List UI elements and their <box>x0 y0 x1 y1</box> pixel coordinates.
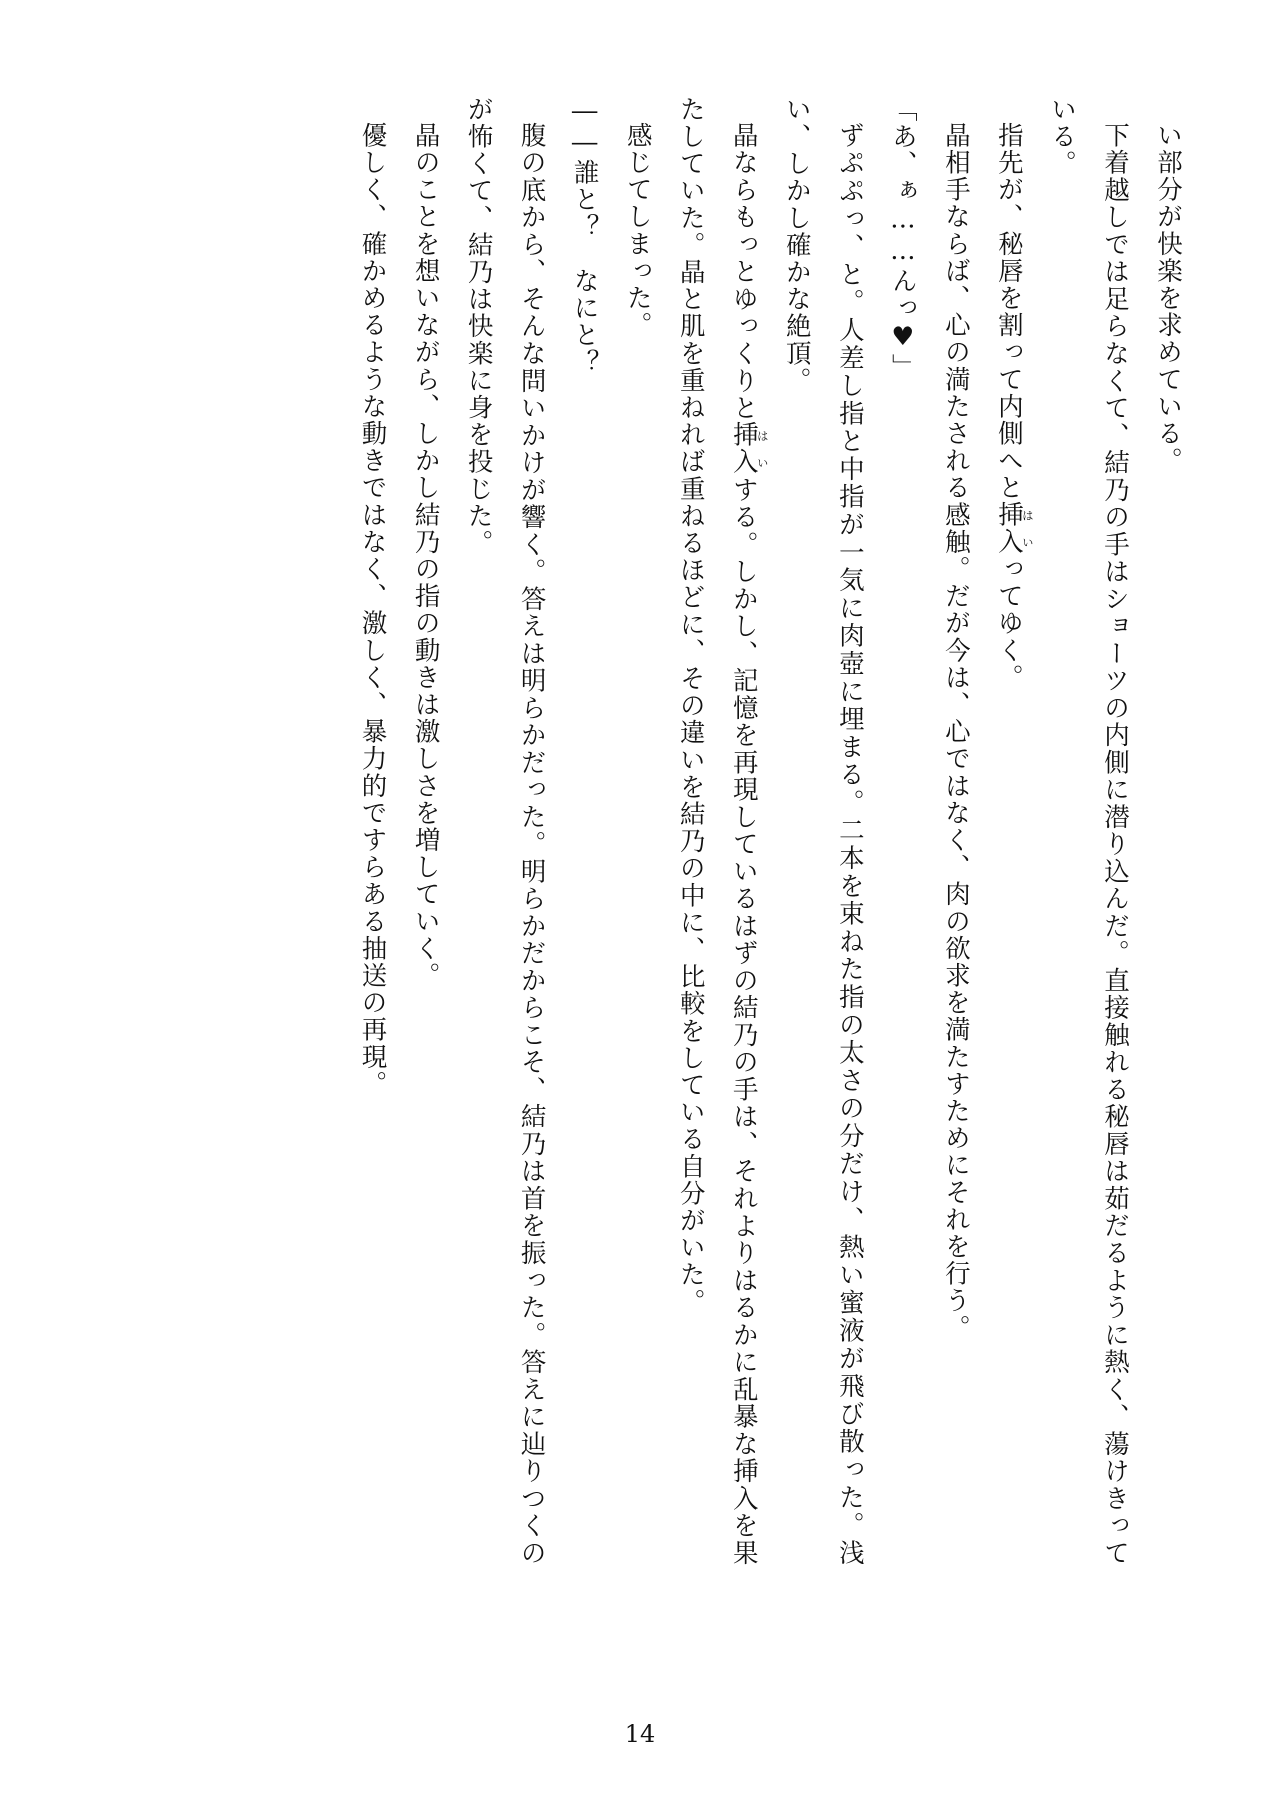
paragraph: 晶ならもっとゆっくりと挿入はいする。しかし、記憶を再現しているはずの結乃の手は、それよりはるかに乱暴な挿入を果たしていた。晶と肌を重ねれば重ねるほどに、その違いを結乃の中に、比較をしている自分がいた。 <box>675 96 770 1566</box>
paragraph: 感じてしまった。 <box>622 121 653 339</box>
paragraph: い部分が快楽を求めている。 <box>1153 121 1183 474</box>
paragraph: 指先が、秘唇を割って内側へと挿入はいってゆく。 <box>993 121 1035 691</box>
paragraph: 「あ、ぁ……んっ♥」 <box>887 96 918 381</box>
page-number: 14 <box>624 1720 656 1748</box>
paragraph: 優しく、確かめるような動きではなく、激しく、暴力的ですらある抽送の再現。 <box>357 121 388 1098</box>
paragraph: ずぷぷっ、と。人差し指と中指が一気に肉壺に埋まる。二本を束ねた指の太さの分だけ、熱い蜜液が飛び散った。浅い、しかし確かな絶頂。 <box>781 96 865 1566</box>
paragraph: 下着越しでは足らなくて、結乃の手はショーツの内側に潜り込んだ。直接触れる秘唇は茹だるように熱く、蕩けきっている。 <box>1046 96 1130 1566</box>
paragraph: 腹の底から、そんな問いかけが響く。答えは明らかだった。明らかだからこそ、結乃は首を振った。答えに辿りつくのが怖くて、結乃は快楽に身を投じた。 <box>463 96 547 1566</box>
paragraph: ――誰と？ なにと？ <box>569 96 600 376</box>
paragraph: 晶のことを想いながら、しかし結乃の指の動きは激しさを増していく。 <box>410 121 441 989</box>
body-text-vertical <box>150 96 1194 1566</box>
paragraph: 晶相手ならば、心の満たされる感触。だが今は、心ではなく、肉の欲求を満たすためにそれを行う。 <box>940 121 971 1341</box>
